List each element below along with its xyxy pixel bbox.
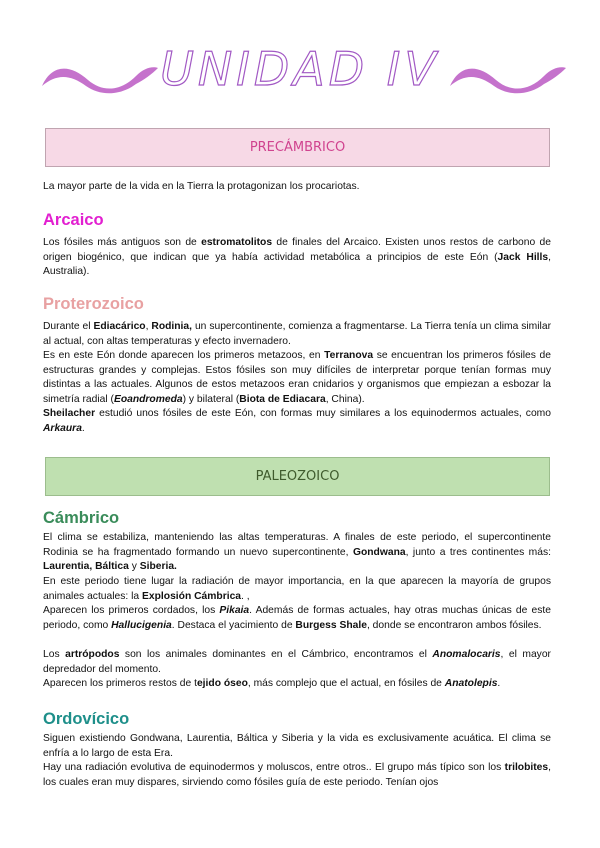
arcaico-paragraph: Los fósiles más antiguos son de estromatolitos de finales del Arcaico. Existen unos restos de carbono de origen biogénico, que indican que ya había actividad metabólica a principios de este Eón (Jack Hills, Australia). bbox=[43, 237, 552, 277]
title-banner bbox=[0, 36, 600, 108]
cambrico-paragraph-5: Aparecen los primeros restos de tejido óseo, más complejo que el actual, en fósiles de Anatolepis. bbox=[43, 678, 501, 689]
right-swirl-decoration bbox=[448, 58, 568, 98]
intro-text: La mayor parte de la vida en la Tierra la protagonizan los procariotas. bbox=[43, 181, 360, 192]
cambrico-paragraph-4: Los artrópodos son los animales dominantes en el Cámbrico, encontramos el Anomalocaris, el mayor depredador del momento. bbox=[43, 649, 551, 675]
heading-cambrico: Cámbrico bbox=[43, 509, 120, 527]
cambrico-paragraph-3: Aparecen los primeros cordados, los Pikaia. Además de formas actuales, hay otras muchas únicas de este periodo, como Hallucigenia. Destaca el yacimiento de Burgess Shale, donde se encontraron ambos fósiles. bbox=[43, 605, 551, 631]
section-header-paleozoico: PALEOZOICO bbox=[45, 457, 550, 496]
proterozoico-paragraph-1: Durante el Ediacárico, Rodinia, un supercontinente, comienza a fragmentarse. La Tierra tenía un clima similar al actual, con altas temperaturas y efecto invernadero. bbox=[43, 321, 551, 347]
heading-proterozoico: Proterozoico bbox=[43, 295, 144, 313]
heading-arcaico: Arcaico bbox=[43, 211, 104, 229]
ordovicico-paragraph-1: Siguen existiendo Gondwana, Laurentia, Báltica y Siberia y la vida es exclusivamente acuática. El clima se enfría a lo largo de esta Era. bbox=[43, 733, 551, 759]
proterozoico-paragraph-2: Es en este Eón donde aparecen los primeros metazoos, en Terranova se encuentran los primeros fósiles de estructuras grandes y complejas. Estos fósiles son muy difíciles de interpretar porque tenían formas muy distintas a las actuales. Algunos de estos metazoos eran cnidarios y organismos que empiezan a esbozar la simetría radial (Eoandromeda) y bilateral (Biota de Ediacara, China). bbox=[43, 350, 551, 405]
section-header-precambrico: PRECÁMBRICO bbox=[45, 128, 550, 167]
page-title: UNIDAD IV bbox=[160, 42, 440, 96]
proterozoico-paragraph-3: Sheilacher estudió unos fósiles de este Eón, con formas muy similares a los equinodermos actuales, como Arkaura. bbox=[43, 408, 551, 434]
left-swirl-decoration bbox=[40, 58, 160, 98]
heading-ordovicico: Ordovícico bbox=[43, 710, 130, 728]
cambrico-paragraph-2: En este periodo tiene lugar la radiación de mayor importancia, en la que aparecen la mayoría de grupos animales actuales: la Explosión Cámbrica. , bbox=[43, 576, 551, 602]
cambrico-paragraph-1: El clima se estabiliza, manteniendo las altas temperaturas. A finales de este periodo, el supercontinente Rodinia se ha fragmentado formando un nuevo supercontinente, Gondwana, junto a tres continentes más: Laurentia, Báltica y Siberia. bbox=[43, 532, 551, 572]
ordovicico-paragraph-2: Hay una radiación evolutiva de equinodermos y moluscos, entre otros.. El grupo más típico son los trilobites, los cuales eran muy dispares, sirviendo como fósiles guía de este periodo. Tenían ojos bbox=[43, 762, 551, 788]
